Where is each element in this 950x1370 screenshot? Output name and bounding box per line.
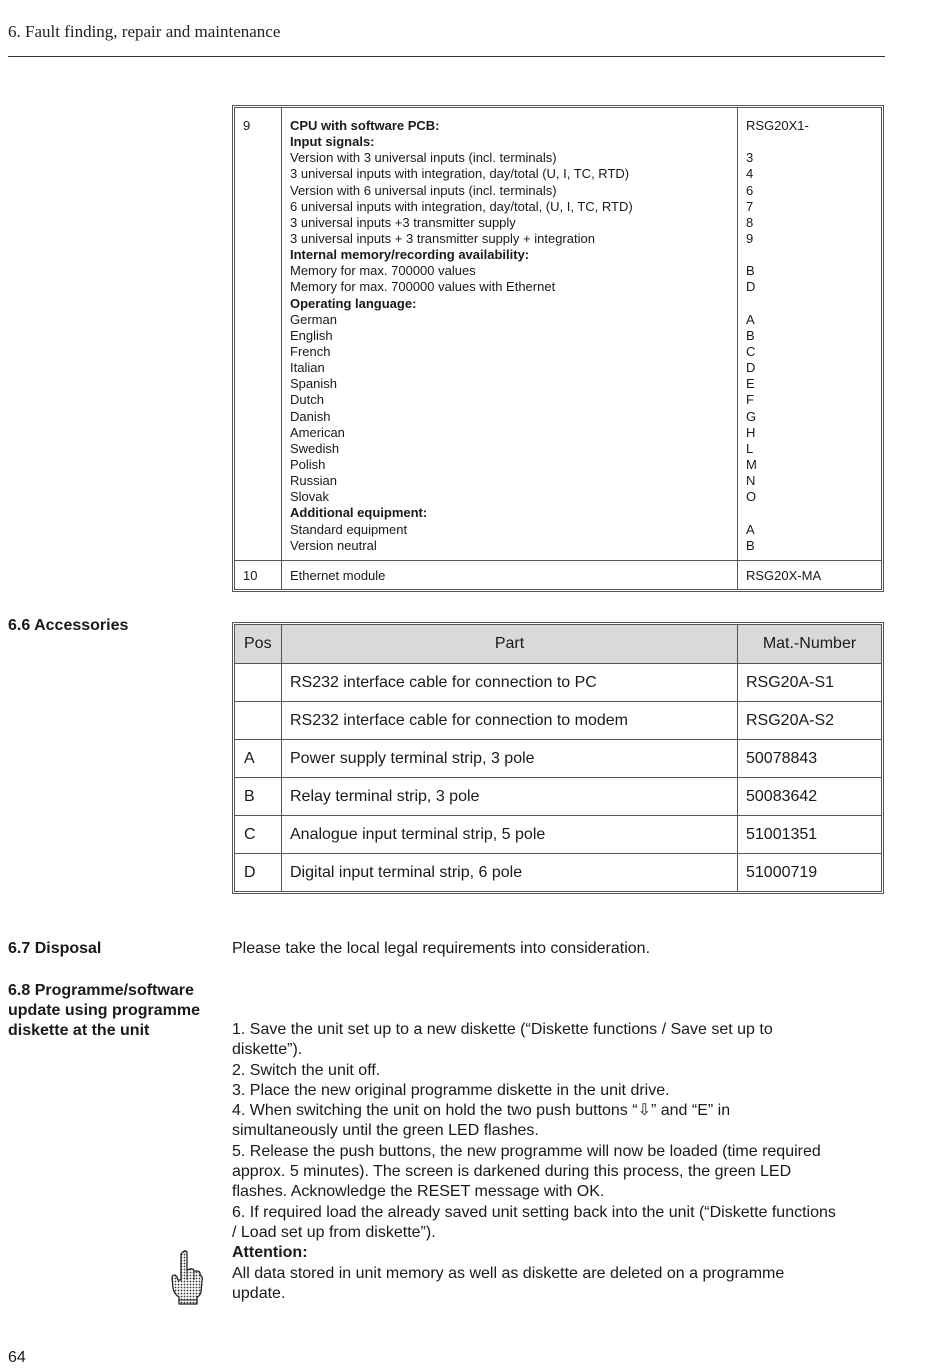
cpu-option-label: Russian — [290, 473, 337, 489]
cpu-option-code — [746, 505, 881, 521]
cpu-option-code: RSG20X1- — [746, 118, 809, 133]
cpu-option-code: O — [746, 489, 757, 505]
cpu-option-label: 6 universal inputs with integration, day/total, (U, I, TC, RTD) — [290, 198, 633, 214]
cpu-option-label: Spanish — [290, 376, 337, 392]
cpu-option-code: 7 — [746, 198, 754, 214]
cell-part: Digital input terminal strip, 6 pole — [282, 854, 738, 891]
cpu-option-code: D — [746, 279, 756, 295]
cpu-group-heading: Operating language: — [290, 295, 417, 311]
cpu-row-pos: 10 — [235, 561, 282, 589]
update-step-line: diskette”). — [232, 1041, 303, 1059]
cpu-option-label: Swedish — [290, 440, 340, 456]
update-heading-line: 6.8 Programme/software — [8, 982, 194, 999]
cell-pos: C — [235, 816, 282, 853]
attention-text-line: All data stored in unit memory as well as diskette are deleted on a programme — [232, 1264, 785, 1282]
cpu-option-code: C — [746, 343, 756, 359]
update-step-line: approx. 5 minutes). The screen is darkened during this process, the green LED — [232, 1163, 792, 1181]
cell-mat-number: RSG20A-S2 — [746, 711, 835, 729]
cpu-option-code — [746, 134, 881, 150]
cell-pos — [235, 702, 282, 739]
page-number: 64 — [8, 1349, 26, 1366]
cell-mat-number: RSG20A-S1 — [746, 673, 835, 691]
cpu-option-label: Version neutral — [290, 537, 377, 553]
cpu-option-code: 9 — [746, 230, 754, 246]
column-header-pos: Pos — [235, 625, 282, 663]
cpu-option-code: D — [746, 360, 756, 376]
cpu-option-label: Danish — [290, 408, 331, 424]
table-row — [235, 560, 881, 589]
cpu-option-code: G — [746, 408, 757, 424]
pointing-hand-icon — [168, 1250, 204, 1306]
cpu-option-code: M — [746, 456, 757, 472]
cpu-option-label: American — [290, 424, 345, 440]
cpu-option-code: B — [746, 327, 755, 343]
update-step-line: 6. If required load the already saved unit setting back into the unit (“Diskette functions — [232, 1203, 836, 1221]
cpu-option-code — [746, 247, 881, 263]
update-steps — [232, 1020, 882, 1304]
cpu-option-code: 6 — [746, 182, 754, 198]
column-header-part: Part — [282, 625, 738, 663]
update-step-line: 4. When switching the unit on hold the two push buttons “⇩” and “E” in — [232, 1102, 731, 1120]
cell-pos: D — [235, 854, 282, 891]
cpu-option-label: 3 universal inputs with integration, day/total (U, I, TC, RTD) — [290, 166, 630, 182]
cpu-option-code: B — [746, 537, 755, 553]
cpu-option-label: Version with 3 universal inputs (incl. terminals) — [290, 150, 557, 166]
cell-part: Power supply terminal strip, 3 pole — [282, 740, 738, 777]
cpu-option-code: B — [746, 263, 755, 279]
column-header-mat-number: Mat.-Number — [762, 635, 857, 652]
table-row — [235, 739, 881, 777]
cpu-option-label: Version with 6 universal inputs (incl. terminals) — [290, 182, 557, 198]
update-step-line: flashes. Acknowledge the RESET message with OK. — [232, 1183, 605, 1201]
cpu-row-code: RSG20X-MA — [746, 568, 822, 583]
cell-mat-number: 51001351 — [746, 825, 818, 843]
accessories-heading: 6.6 Accessories — [8, 617, 129, 634]
cpu-option-code: H — [746, 424, 756, 440]
cpu-row-pos: 9 — [235, 108, 282, 560]
update-step-line: 1. Save the unit set up to a new diskette (“Diskette functions / Save set up to — [232, 1021, 773, 1038]
header-rule — [8, 56, 885, 57]
cpu-option-label: French — [290, 343, 331, 359]
cell-pos: A — [235, 740, 282, 777]
cell-part: RS232 interface cable for connection to PC — [282, 664, 738, 701]
page-header-title: 6. Fault finding, repair and maintenance — [8, 22, 281, 41]
cpu-row-description — [282, 108, 738, 560]
cpu-option-code: 3 — [746, 150, 754, 166]
cpu-option-code: 8 — [746, 214, 754, 230]
update-heading — [8, 981, 200, 1041]
cell-mat-number: 50078843 — [746, 749, 818, 767]
cpu-option-code: A — [746, 311, 755, 327]
cpu-option-code: L — [746, 440, 754, 456]
update-step-line: 5. Release the push buttons, the new programme will now be loaded (time required — [232, 1142, 821, 1160]
cpu-option-label: Memory for max. 700000 values with Ethernet — [290, 279, 556, 295]
update-step-line: 2. Switch the unit off. — [232, 1061, 381, 1079]
table-row — [235, 701, 881, 739]
table-header-row — [235, 625, 881, 663]
cpu-group-heading: Input signals: — [290, 134, 375, 150]
cpu-row-description: Ethernet module — [282, 561, 738, 589]
update-step-line: simultaneously until the green LED flashes. — [232, 1122, 539, 1140]
cpu-option-label: Polish — [290, 456, 326, 472]
cpu-option-code: 4 — [746, 166, 754, 182]
update-step-line: / Load set up from diskette”). — [232, 1223, 436, 1241]
cell-pos: B — [235, 778, 282, 815]
accessories-table — [232, 622, 884, 894]
cpu-row-codes — [738, 108, 881, 560]
cpu-option-label: German — [290, 311, 337, 327]
update-heading-line: update using programme — [8, 1002, 201, 1019]
cell-part: Relay terminal strip, 3 pole — [282, 778, 738, 815]
cell-mat-number: 51000719 — [746, 863, 818, 881]
cpu-option-label: 3 universal inputs +3 transmitter supply — [290, 214, 516, 230]
cpu-group-heading: Additional equipment: — [290, 505, 428, 521]
cell-pos — [235, 664, 282, 701]
disposal-heading: 6.7 Disposal — [8, 940, 102, 957]
cell-mat-number: 50083642 — [746, 787, 818, 805]
attention-text-line: update. — [232, 1284, 286, 1302]
cpu-option-code: N — [746, 473, 756, 489]
cell-part: Analogue input terminal strip, 5 pole — [282, 816, 738, 853]
disposal-text: Please take the local legal requirements into consideration. — [232, 940, 651, 957]
cpu-option-label: Italian — [290, 360, 325, 376]
cpu-group-heading: CPU with software PCB: — [290, 118, 440, 133]
cpu-option-label: English — [290, 327, 333, 343]
update-step-line: 3. Place the new original programme diskette in the unit drive. — [232, 1081, 670, 1099]
cpu-option-label: 3 universal inputs + 3 transmitter supply + integration — [290, 230, 595, 246]
cpu-option-label: Standard equipment — [290, 521, 408, 537]
cpu-group-heading: Internal memory/recording availability: — [290, 247, 530, 263]
cpu-option-label: Slovak — [290, 489, 330, 505]
cpu-option-label: Memory for max. 700000 values — [290, 263, 476, 279]
table-row — [235, 663, 881, 701]
cpu-option-label: Dutch — [290, 392, 324, 408]
table-row — [235, 815, 881, 853]
table-row — [235, 108, 881, 560]
update-heading-line: diskette at the unit — [8, 1022, 150, 1039]
cell-part: RS232 interface cable for connection to modem — [282, 702, 738, 739]
table-row — [235, 853, 881, 891]
cpu-option-code: A — [746, 521, 755, 537]
cpu-option-code: E — [746, 376, 755, 392]
attention-label: Attention: — [232, 1244, 308, 1262]
cpu-order-table — [232, 105, 884, 592]
table-row — [235, 777, 881, 815]
cpu-option-code: F — [746, 392, 754, 408]
cpu-option-code — [746, 296, 881, 312]
